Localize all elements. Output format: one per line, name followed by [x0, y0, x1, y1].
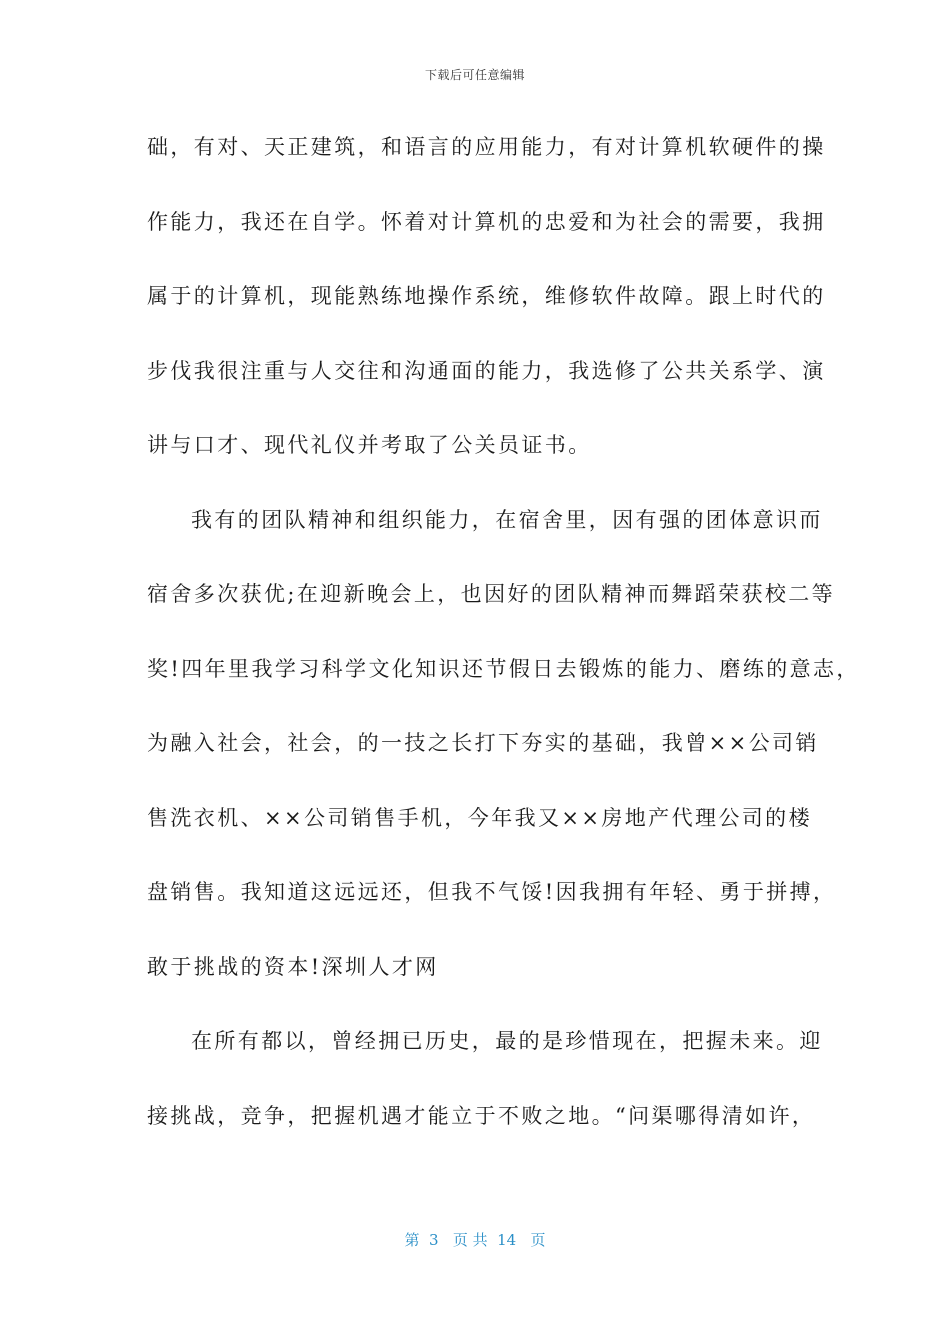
body-line: 盘销售。我知道这远远还，但我不气馁!因我拥有年轻、勇于拼搏，	[147, 880, 837, 904]
body-line: 作能力，我还在自学。怀着对计算机的忠爱和为社会的需要，我拥	[147, 209, 826, 234]
body-line: 为融入社会，社会，的一技之长打下夯实的基础，我曾××公司销	[147, 731, 819, 755]
body-line: 敢于挑战的资本!深圳人才网	[147, 954, 439, 979]
body-line: 宿舍多次获优;在迎新晚会上，也因好的团队精神而舞蹈荣获校二等	[147, 582, 836, 606]
page-number-footer: 第 3 页 共 14 页	[404, 1231, 546, 1249]
body-line: 础，有对、天正建筑，和语言的应用能力，有对计算机软硬件的操	[147, 135, 826, 159]
body-line: 步伐我很注重与人交往和沟通面的能力，我选修了公共关系学、演	[147, 358, 826, 383]
header-note: 下载后可任意编辑	[424, 68, 525, 82]
body-line: 属于的计算机，现能熟练地操作系统，维修软件故障。跟上时代的	[147, 284, 826, 308]
document-body	[147, 130, 860, 1173]
body-line: 接挑战，竞争，把握机遇才能立于不败之地。“问渠哪得清如许，	[147, 1103, 816, 1128]
body-line: 奖!四年里我学习科学文化知识还节假日去锻炼的能力、磨练的意志，	[147, 656, 860, 681]
body-line: 售洗衣机、××公司销售手机，今年我又××房地产代理公司的楼	[147, 805, 812, 830]
paragraph-first-line: 在所有都以，曾经拥已历史，最的是珍惜现在，把握未来。迎	[191, 1029, 823, 1053]
paragraph-first-line: 我有的团队精神和组织能力，在宿舍里，因有强的团体意识而	[191, 507, 823, 532]
body-line: 讲与口才、现代礼仪并考取了公关员证书。	[147, 433, 592, 457]
